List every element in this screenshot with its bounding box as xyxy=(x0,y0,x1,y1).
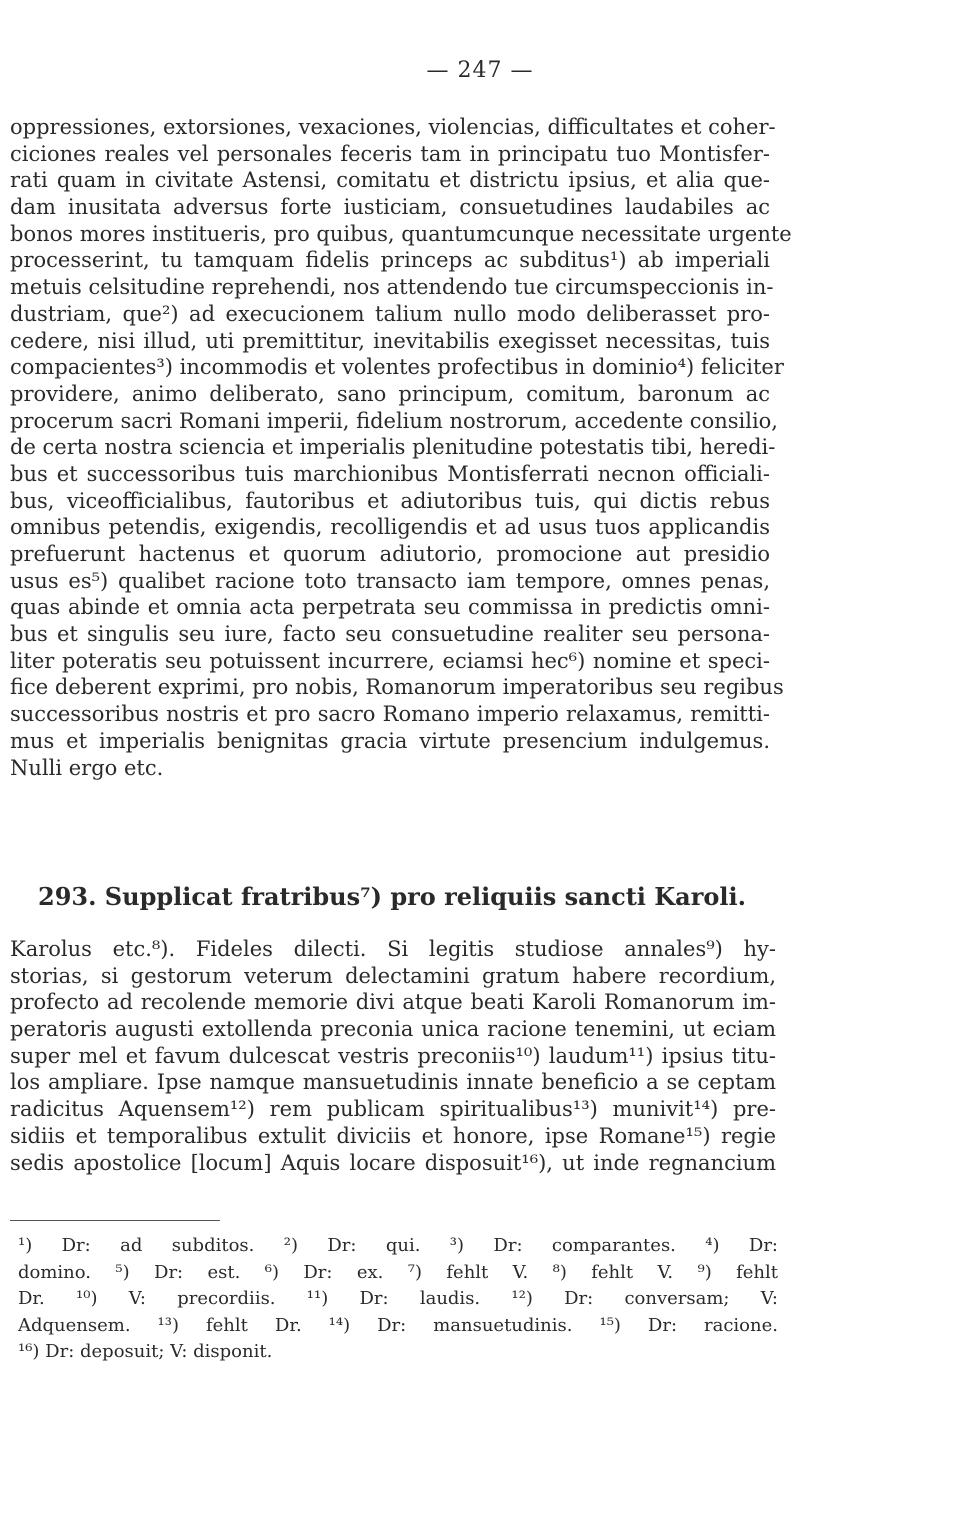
text-line: dam inusitata adversus forte iusticiam, consuetudines laudabiles ac xyxy=(10,195,770,220)
text-line: procerum sacri Romani imperii, fidelium nostrorum, accedente consilio, xyxy=(10,408,778,433)
text-line: processerint, tu tamquam fidelis princeps ac subditus¹) ab imperiali xyxy=(10,248,770,273)
text-line: quas abinde et omnia acta perpetrata seu commissa in predictis omni- xyxy=(10,595,770,620)
text-line: rati quam in civitate Astensi, comitatu et districtu ipsius, et alia que- xyxy=(10,168,770,193)
footnote-line: ¹⁶) Dr: deposuit; V: disponit. xyxy=(18,1341,273,1362)
main-paragraph xyxy=(10,114,792,781)
text-line: compacientes³) incommodis et volentes profectibus in dominio⁴) feliciter xyxy=(10,355,784,380)
section-paragraph xyxy=(10,936,776,1176)
text-line: los ampliare. Ipse namque mansuetudinis innate beneficio a se ceptam xyxy=(10,1070,776,1095)
text-line: bus et singulis seu iure, facto seu consuetudine realiter seu persona- xyxy=(10,622,770,647)
text-line: bus et successoribus tuis marchionibus Montisferrati necnon officiali- xyxy=(10,461,770,486)
footnotes xyxy=(18,1233,778,1366)
text-line: omnibus petendis, exigendis, recolligendis et ad usus tuos applicandis xyxy=(10,515,770,540)
text-line: oppressiones, extorsiones, vexaciones, violencias, difficultates et coher- xyxy=(10,115,776,139)
footnote-divider xyxy=(10,1220,220,1221)
section-heading: 293. Supplicat fratribus⁷) pro reliquiis sancti Karoli. xyxy=(38,882,746,911)
text-line: storias, si gestorum veterum delectamini gratum habere recordium, xyxy=(10,963,776,988)
text-line: Nulli ergo etc. xyxy=(10,755,164,780)
page-number: — 247 — xyxy=(426,58,534,83)
footnote-line: domino. ⁵) Dr: est. ⁶) Dr: ex. ⁷) fehlt V. ⁸) fehlt V. ⁹) fehlt xyxy=(18,1261,778,1283)
text-line: sidiis et temporalibus extulit diviciis et honore, ipse Romane¹⁵) regie xyxy=(10,1123,776,1148)
text-line: bonos mores institueris, pro quibus, quantumcunque necessitate urgente xyxy=(10,221,792,246)
text-line: super mel et favum dulcescat vestris preconiis¹⁰) laudum¹¹) ipsius titu- xyxy=(10,1043,776,1068)
text-line: fice deberent exprimi, pro nobis, Romanorum imperatoribus seu regibus xyxy=(10,675,784,700)
text-line: peratoris augusti extollenda preconia unica racione tenemini, ut eciam xyxy=(10,1017,776,1042)
text-line: Karolus etc.⁸). Fideles dilecti. Si legitis studiose annales⁹) hy- xyxy=(10,937,776,961)
text-line: liter poteratis seu potuissent incurrere, eciamsi hec⁶) nomine et speci- xyxy=(10,648,770,673)
text-line: prefuerunt hactenus et quorum adiutorio, promocione aut presidio xyxy=(10,542,770,566)
text-line: de certa nostra sciencia et imperialis plenitudine potestatis tibi, heredi- xyxy=(10,435,776,460)
text-line: sedis apostolice [locum] Aquis locare disposuit¹⁶), ut inde regnancium xyxy=(10,1150,776,1175)
text-line: ciciones reales vel personales feceris tam in principatu tuo Montisfer- xyxy=(10,141,770,166)
text-line: radicitus Aquensem¹²) rem publicam spiritualibus¹³) munivit¹⁴) pre- xyxy=(10,1097,776,1122)
text-line: usus es⁵) qualibet racione toto transacto iam tempore, omnes penas, xyxy=(10,568,770,593)
text-line: profecto ad recolende memorie divi atque beati Karoli Romanorum im- xyxy=(10,990,776,1015)
text-line: bus, viceofficialibus, fautoribus et adiutoribus tuis, qui dictis rebus xyxy=(10,488,770,513)
text-line: successoribus nostris et pro sacro Romano imperio relaxamus, remitti- xyxy=(10,702,770,727)
text-line: cedere, nisi illud, uti premittitur, inevitabilis exegisset necessitas, tuis xyxy=(10,328,770,353)
footnote-line: Adquensem. ¹³) fehlt Dr. ¹⁴) Dr: mansuetudinis. ¹⁵) Dr: racione. xyxy=(18,1314,778,1336)
text-line: mus et imperialis benignitas gracia virtute presencium indulgemus. xyxy=(10,728,770,753)
text-line: metuis celsitudine reprehendi, nos attendendo tue circumspeccionis in- xyxy=(10,275,774,300)
text-line: providere, animo deliberato, sano principum, comitum, baronum ac xyxy=(10,381,770,406)
text-line: dustriam, que²) ad execucionem talium nullo modo deliberasset pro- xyxy=(10,301,770,326)
footnote-line: ¹) Dr: ad subditos. ²) Dr: qui. ³) Dr: comparantes. ⁴) Dr: xyxy=(18,1235,778,1256)
footnote-line: Dr. ¹⁰) V: precordiis. ¹¹) Dr: laudis. ¹²) Dr: conversam; V: xyxy=(18,1288,778,1309)
